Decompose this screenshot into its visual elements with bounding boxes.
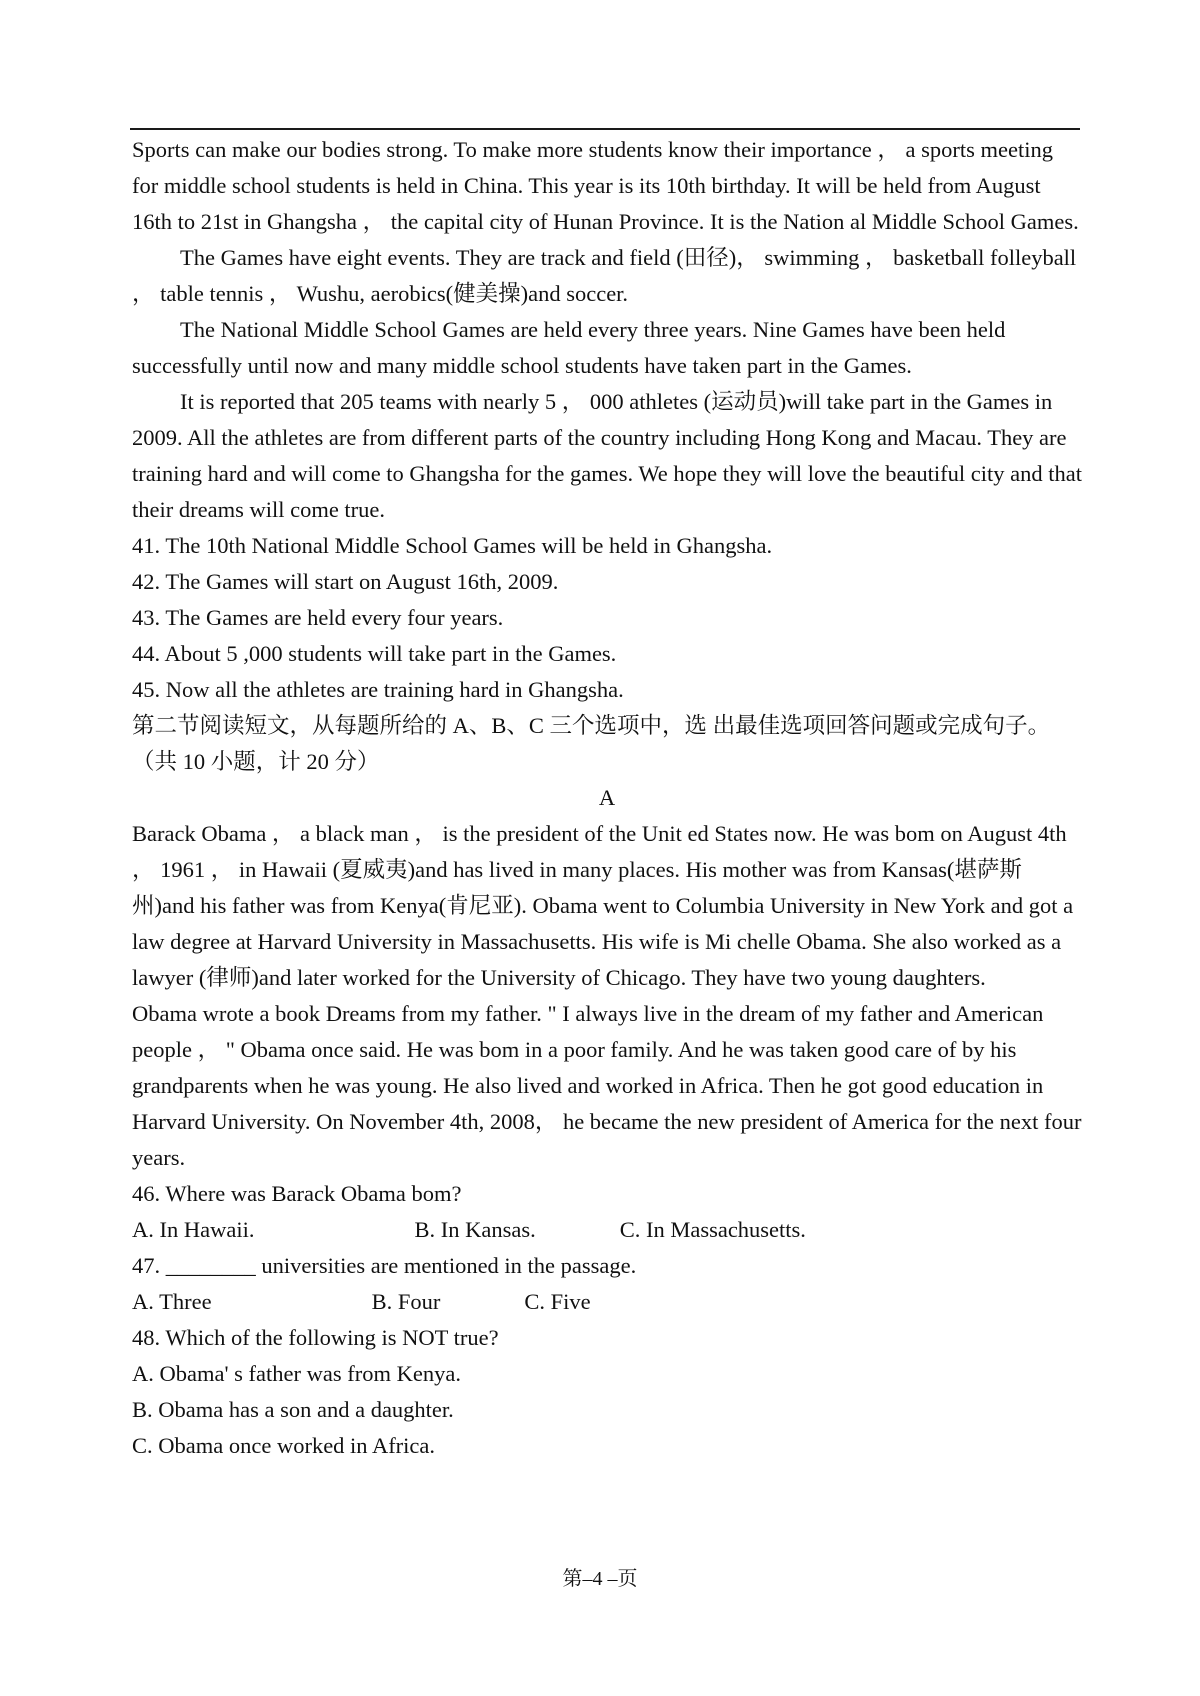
q47-option-c: C. Five — [524, 1289, 591, 1314]
q46-option-b: B. In Kansas. — [414, 1217, 536, 1242]
passage1-para4: It is reported that 205 teams with nearly 5 ， 000 athletes (运动员)will take part in the Games in 2009. All the athletes are from different parts of the country including Hong Kong and Macau. They are training hard and will come to Ghangsha for the games. We hope they will love the beautiful city and that their dreams will come true. — [132, 389, 1083, 522]
question-47-stem: 47. ________ universities are mentioned in the passage. — [132, 1253, 637, 1278]
q48-option-a: A. Obama' s father was from Kenya. — [132, 1361, 461, 1386]
statement-42: 42. The Games will start on August 16th, 2009. — [132, 569, 559, 594]
page-content — [132, 132, 1082, 1464]
q47-option-a: A. Three — [132, 1289, 212, 1314]
section2-instructions: 第二节阅读短文，从每题所给的 A、B、C 三个选项中，选 出最佳选项回答问题或完成句子。（共 10 小题，计 20 分） — [132, 713, 1051, 774]
q48-option-b: B. Obama has a son and a daughter. — [132, 1397, 454, 1422]
q47-option-b: B. Four — [371, 1289, 441, 1314]
q46-option-c: C. In Massachusetts. — [619, 1217, 806, 1242]
page-number: 第–4 –页 — [562, 1568, 638, 1590]
passage1-para3: The National Middle School Games are held every three years. Nine Games have been held successfully until now and many middle school students have taken part in the Games. — [132, 317, 1006, 378]
question-46-options — [132, 1212, 1082, 1248]
passage-a-label: A — [598, 785, 616, 810]
passage1-para2: The Games have eight events. They are track and field (田径)， swimming ， basketball folleyball ， table tennis ， Wushu, aerobics(健美操)and soccer. — [132, 245, 1077, 306]
top-rule — [130, 128, 1080, 130]
question-47-options — [132, 1284, 1082, 1320]
statement-45: 45. Now all the athletes are training hard in Ghangsha. — [132, 677, 624, 702]
question-46-stem: 46. Where was Barack Obama bom? — [132, 1181, 462, 1206]
statement-41: 41. The 10th National Middle School Games will be held in Ghangsha. — [132, 533, 773, 558]
q46-option-a: A. In Hawaii. — [132, 1217, 255, 1242]
statement-44: 44. About 5 ,000 students will take part in the Games. — [132, 641, 617, 666]
statement-43: 43. The Games are held every four years. — [132, 605, 504, 630]
q48-option-c: C. Obama once worked in Africa. — [132, 1433, 436, 1458]
passage1-para1: Sports can make our bodies strong. To make more students know their importance ， a sports meeting for middle school students is held in China. This year is its 10th birthday. It will be held from August 16th to 21st in Ghangsha ， the capital city of Hunan Province. It is the Nation al Middle School Games. — [132, 137, 1079, 234]
passage-a-para1: Barack Obama ， a black man ， is the president of the Unit ed States now. He was bom on August 4th ， 1961 ， in Hawaii (夏威夷)and has lived in many places. His mother was from Kansas(堪萨斯州)and his father was from Kenya(肯尼亚). Obama went to Columbia University in New York and got a law degree at Harvard University in Massachusetts. His wife is Mi chelle Obama. She also worked as a lawyer (律师)and later worked for the University of Chicago. They have two young daughters. — [132, 821, 1074, 990]
passage-a-para2: Obama wrote a book Dreams from my father. " I always live in the dream of my father and American people ， " Obama once said. He was bom in a poor family. And he was taken good care of by his grandparents when he was young. He also lived and worked in Africa. Then he got good education in Harvard University. On November 4th, 2008， he became the new president of America for the next four years. — [132, 1001, 1082, 1170]
question-48-stem: 48. Which of the following is NOT true? — [132, 1325, 499, 1350]
